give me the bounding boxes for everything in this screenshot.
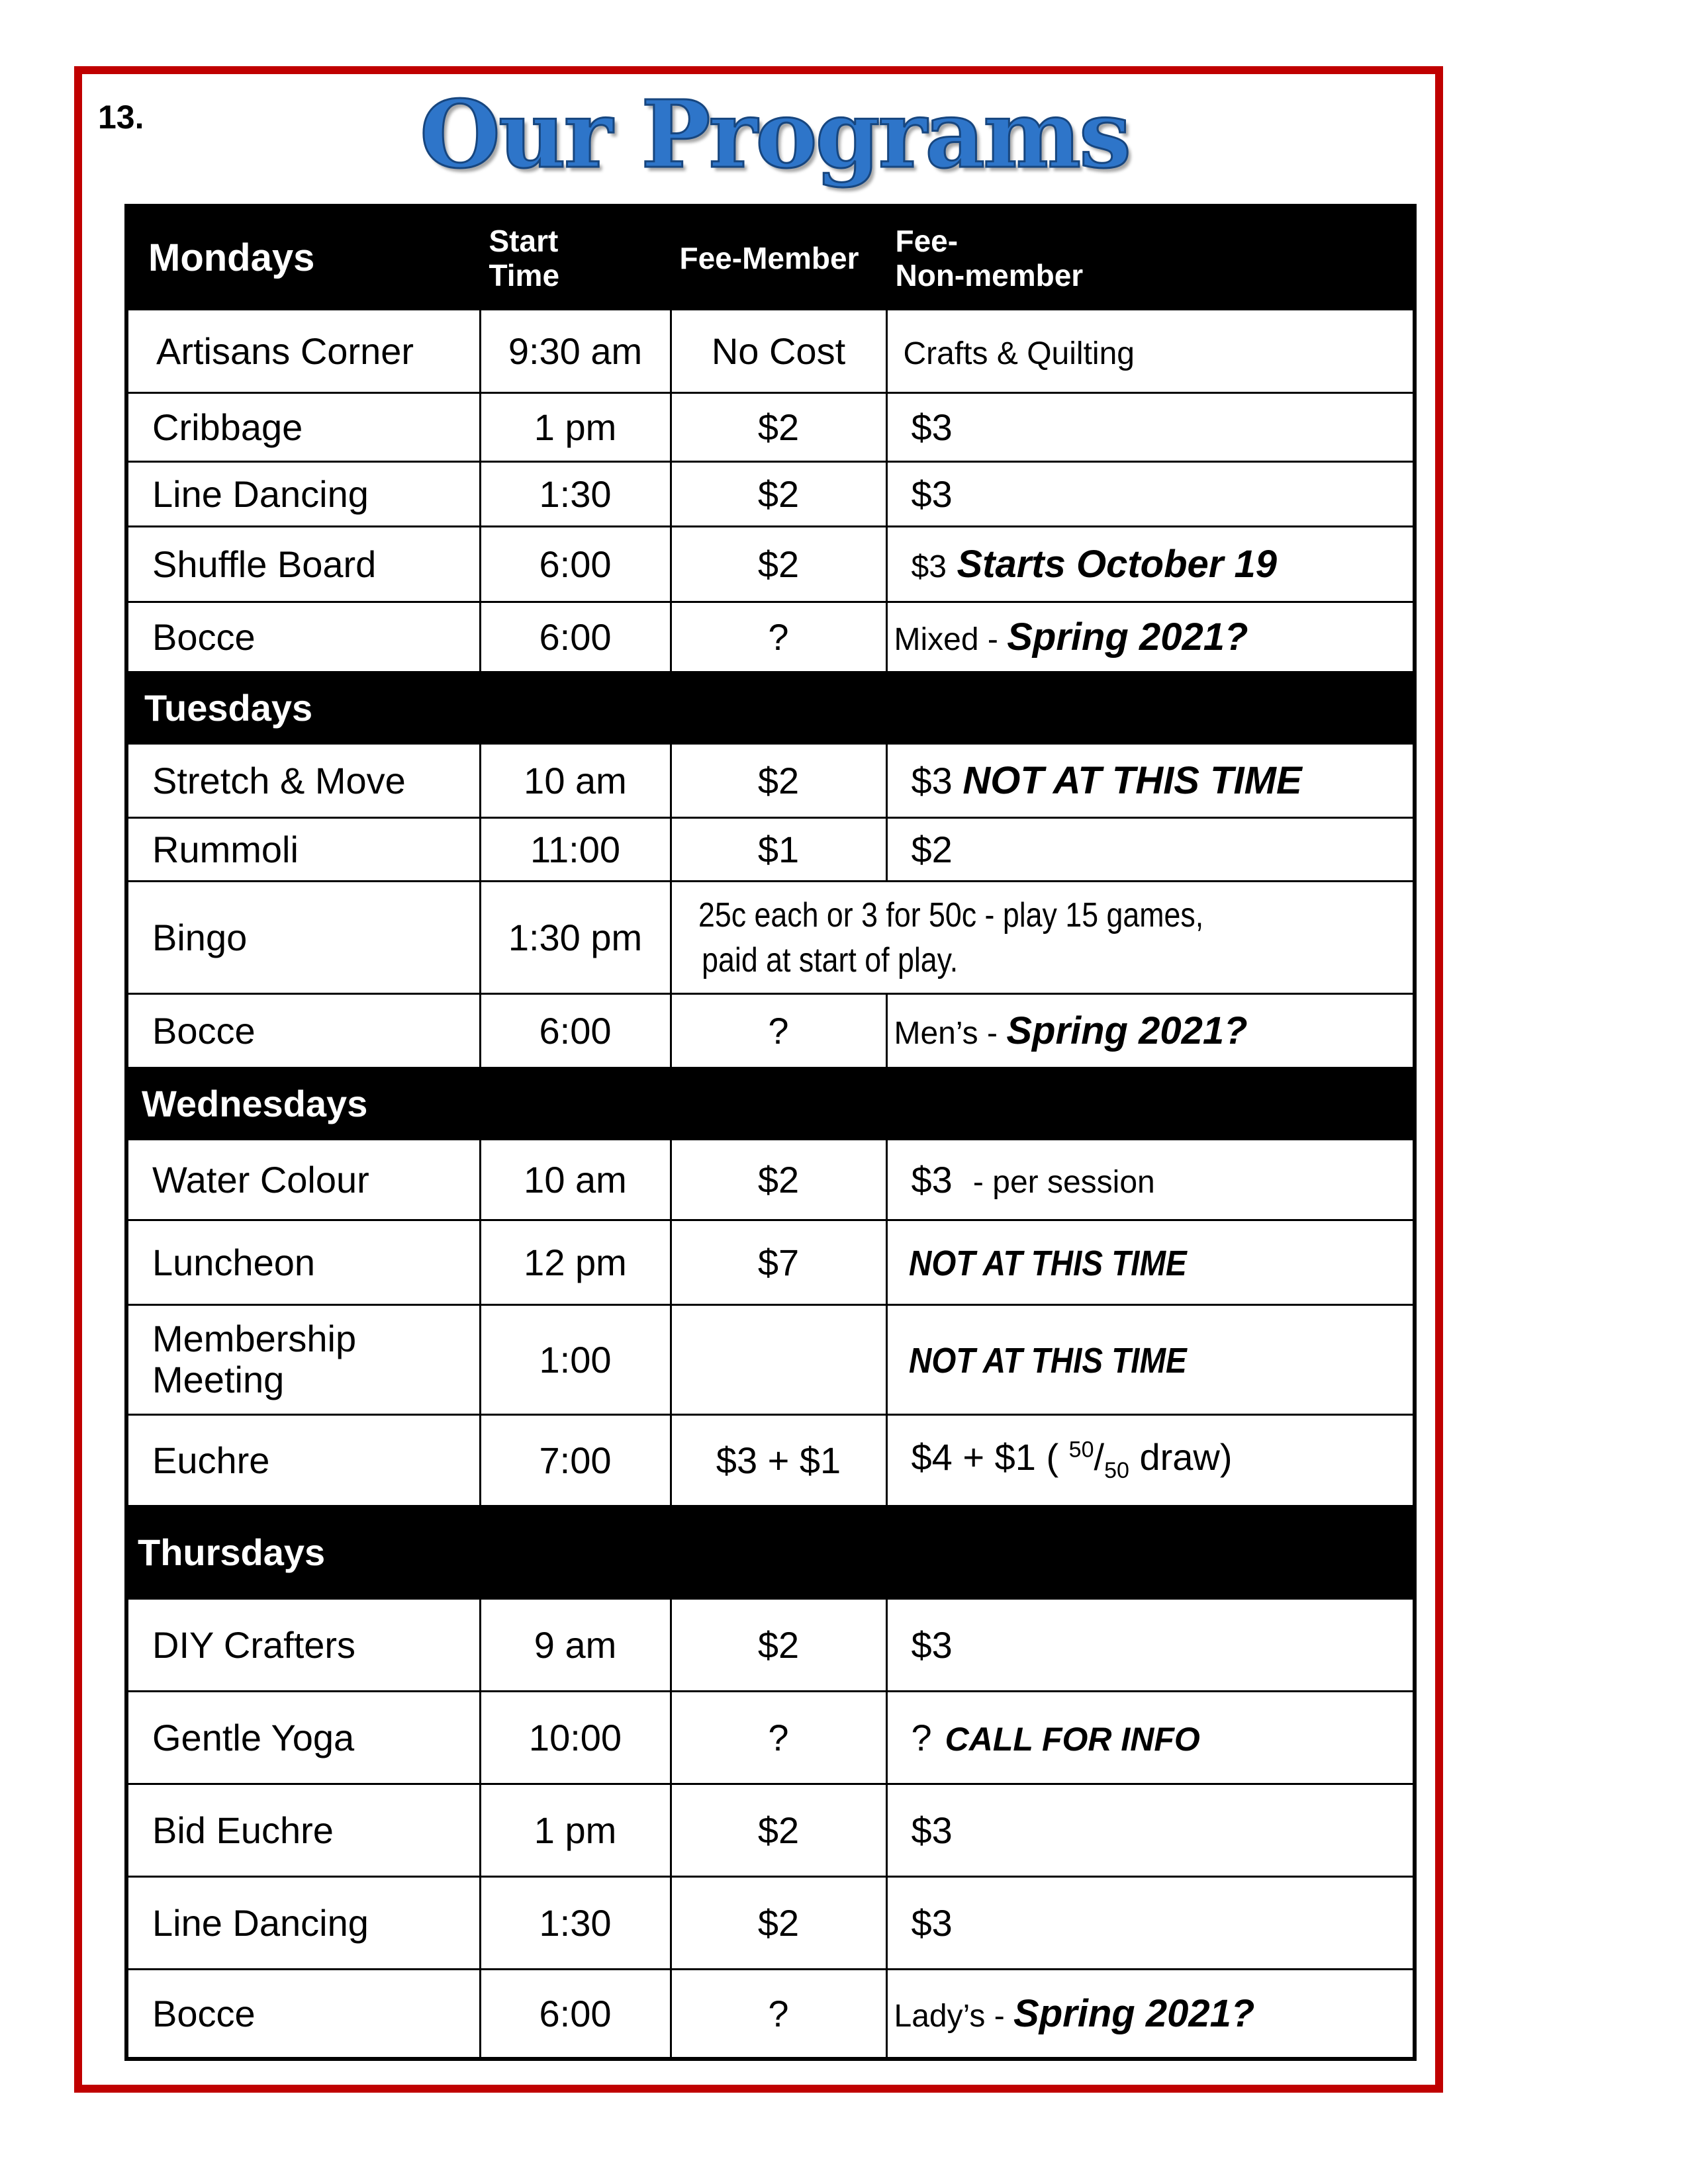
program-name: Bid Euchre — [126, 1784, 480, 1876]
section-header-wednesdays — [126, 1068, 1415, 1139]
fee-nonmember: $3 — [886, 1598, 1415, 1691]
fee-member — [671, 1304, 886, 1414]
start-time: 6:00 — [480, 1969, 671, 2059]
start-time: 12 pm — [480, 1220, 671, 1304]
fee-nonmember: $3 — [886, 1784, 1415, 1876]
start-time: 1:00 — [480, 1304, 671, 1414]
status-note: NOT AT THIS TIME — [962, 758, 1302, 802]
fee-nonmember: ? CALL FOR INFO — [886, 1691, 1415, 1784]
table-row — [126, 1220, 1415, 1304]
start-time: 1:30 — [480, 1876, 671, 1969]
status-note: Spring 2021? — [1006, 1009, 1248, 1052]
header-day: Mondays — [126, 206, 480, 309]
table-row — [126, 743, 1415, 817]
header-fee-member: Fee-Member — [671, 206, 886, 309]
fee-nonmember: $2 — [886, 817, 1415, 881]
program-name: Luncheon — [126, 1220, 480, 1304]
table-row — [126, 1414, 1415, 1506]
fee-nonmember: $4 + $1 ( $^{50}/_{50}$ draw) — [886, 1414, 1415, 1506]
section-header-tuesdays — [126, 672, 1415, 743]
start-time: 11:00 — [480, 817, 671, 881]
status-note: Starts October 19 — [957, 542, 1277, 586]
start-time: 1:30 pm — [480, 881, 671, 993]
fee-member: $2 — [671, 1139, 886, 1220]
fee-member: $7 — [671, 1220, 886, 1304]
start-time: 9:30 am — [480, 309, 671, 392]
start-time: 6:00 — [480, 993, 671, 1068]
fee-nonmember: $3 — [886, 392, 1415, 461]
start-time: 1:30 — [480, 461, 671, 526]
start-time: 10 am — [480, 743, 671, 817]
table-row — [126, 1691, 1415, 1784]
start-time: 6:00 — [480, 602, 671, 672]
fee-member: $3 + $1 — [671, 1414, 886, 1506]
fee-member: ? — [671, 1969, 886, 2059]
section-header-thursdays — [126, 1506, 1415, 1598]
start-time: 9 am — [480, 1598, 671, 1691]
table-row — [126, 1969, 1415, 2059]
table-row — [126, 817, 1415, 881]
start-time: 10:00 — [480, 1691, 671, 1784]
page-number: 13. — [98, 99, 144, 136]
program-name: Euchre — [126, 1414, 480, 1506]
start-time: 6:00 — [480, 526, 671, 602]
program-name: Gentle Yoga — [126, 1691, 480, 1784]
table-row — [126, 392, 1415, 461]
table-row — [126, 1304, 1415, 1414]
program-name: Shuffle Board — [126, 526, 480, 602]
status-note: NOT AT THIS TIME — [908, 1243, 1187, 1283]
fee-member: ? — [671, 993, 886, 1068]
fee-member: ? — [671, 1691, 886, 1784]
table-header — [126, 206, 1415, 309]
table-row — [126, 309, 1415, 392]
header-start-time: Start Time — [480, 206, 671, 309]
table-row — [126, 1876, 1415, 1969]
fee-nonmember — [886, 1220, 1415, 1304]
table-row — [126, 881, 1415, 993]
start-time: 1 pm — [480, 392, 671, 461]
table-row — [126, 526, 1415, 602]
fee-nonmember: $3 — [886, 461, 1415, 526]
fee-member: No Cost — [671, 309, 886, 392]
fee-member: $2 — [671, 392, 886, 461]
table-row — [126, 602, 1415, 672]
header-fee-nonmember: Fee- Non-member — [886, 206, 1415, 309]
fee-member: $2 — [671, 526, 886, 602]
fee-member: $1 — [671, 817, 886, 881]
program-name: Rummoli — [126, 817, 480, 881]
program-name: Artisans Corner — [126, 309, 480, 392]
program-name: Bingo — [126, 881, 480, 993]
fee-nonmember: Mixed - Spring 2021? — [886, 602, 1415, 672]
program-name: DIY Crafters — [126, 1598, 480, 1691]
fee-nonmember: $3 Starts October 19 — [886, 526, 1415, 602]
status-note: Spring 2021? — [1013, 1991, 1255, 2035]
section-label: Tuesdays — [126, 672, 480, 743]
fee-nonmember: Lady’s - Spring 2021? — [886, 1969, 1415, 2059]
table-row — [126, 1598, 1415, 1691]
program-name: Bocce — [126, 602, 480, 672]
table-row — [126, 1139, 1415, 1220]
table-row — [126, 461, 1415, 526]
fee-member: $2 — [671, 1876, 886, 1969]
fee-nonmember: $3 - per session — [886, 1139, 1415, 1220]
program-name: Line Dancing — [126, 461, 480, 526]
program-name: Cribbage — [126, 392, 480, 461]
table-row — [126, 993, 1415, 1068]
fee-nonmember: Crafts & Quilting — [886, 309, 1415, 392]
programs-table — [124, 204, 1417, 2061]
status-note: NOT AT THIS TIME — [908, 1340, 1187, 1381]
program-name: Line Dancing — [126, 1876, 480, 1969]
fee-member: $2 — [671, 461, 886, 526]
section-label: Wednesdays — [126, 1068, 480, 1139]
table-row — [126, 1784, 1415, 1876]
section-label: Thursdays — [126, 1506, 480, 1598]
start-time: 7:00 — [480, 1414, 671, 1506]
page-title: Our Programs — [420, 81, 1129, 189]
status-note: CALL FOR INFO — [945, 1720, 1200, 1758]
fee-member: $2 — [671, 743, 886, 817]
program-name: Bocce — [126, 1969, 480, 2059]
program-name: Stretch & Move — [126, 743, 480, 817]
start-time: 10 am — [480, 1139, 671, 1220]
fee-nonmember: $3 — [886, 1876, 1415, 1969]
start-time: 1 pm — [480, 1784, 671, 1876]
fee-member: $2 — [671, 1784, 886, 1876]
program-name: Bocce — [126, 993, 480, 1068]
program-name: Water Colour — [126, 1139, 480, 1220]
fee-nonmember: Men’s - Spring 2021? — [886, 993, 1415, 1068]
status-note: Spring 2021? — [1007, 615, 1248, 659]
fee-nonmember: $3 NOT AT THIS TIME — [886, 743, 1415, 817]
fee-nonmember — [886, 1304, 1415, 1414]
fee-member: ? — [671, 602, 886, 672]
program-name: Membership Meeting — [126, 1304, 480, 1414]
fee-member: $2 — [671, 1598, 886, 1691]
bingo-fee: 25c each or 3 for 50c - play 15 games, paid at start of play. — [671, 881, 1415, 993]
